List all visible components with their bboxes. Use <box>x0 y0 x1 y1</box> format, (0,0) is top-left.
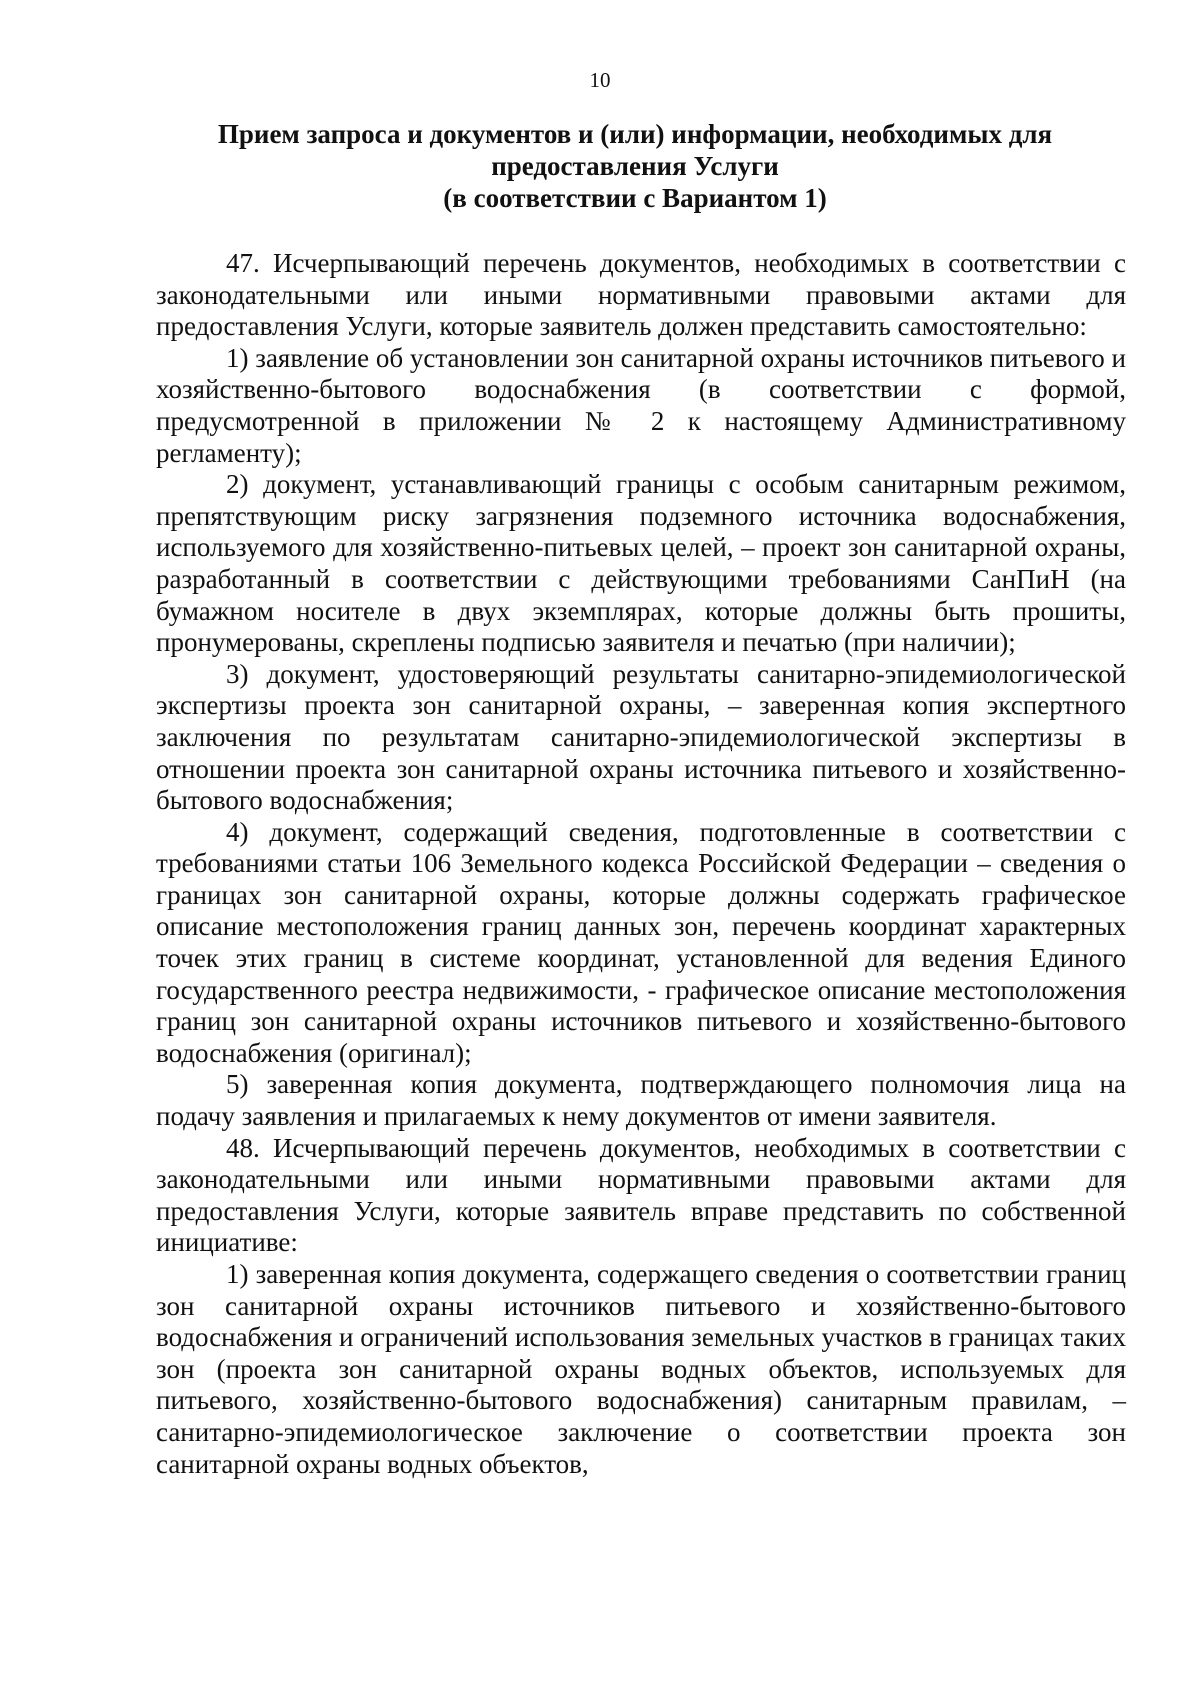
paragraph-47-item-1: 1) заявление об установлении зон санитарной охраны источников питьевого и хозяйственно-бытового водоснабжения (в соответствии с формой, предусмотренной в приложении № 2 к настоящему Административному регламенту); <box>156 342 1126 468</box>
paragraph-47-item-4: 4) документ, содержащий сведения, подготовленные в соответствии с требованиями статьи 106 Земельного кодекса Российской Федерации – сведения о границах зон санитарной охраны, которые должны содержать графическое описание местоположения границ данных зон, перечень координат характерных точек этих границ в системе координат, установленной для ведения Единого государственного реестра недвижимости, - графическое описание местоположения границ зон санитарной охраны источников питьевого и хозяйственно-бытового водоснабжения (оригинал); <box>156 816 1126 1068</box>
document-body <box>156 248 1126 1480</box>
paragraph-47: 47. Исчерпывающий перечень документов, необходимых в соответствии с законодательными или иными нормативными правовыми актами для предоставления Услуги, которые заявитель должен представить самостоятельно: <box>156 248 1126 342</box>
section-heading <box>150 118 1120 214</box>
paragraph-48-item-1: 1) заверенная копия документа, содержащего сведения о соответствии границ зон санитарной охраны источников питьевого и хозяйственно-бытового водоснабжения и ограничений использования земельных участков в границах таких зон (проекта зон санитарной охраны водных объектов, используемых для питьевого, хозяйственно-бытового водоснабжения) санитарным правилам, – санитарно-эпидемиологическое заключение о соответствии проекта зон санитарной охраны водных объектов, <box>156 1259 1126 1479</box>
heading-line-3: (в соответствии с Вариантом 1) <box>443 183 827 213</box>
page-number: 10 <box>589 68 611 92</box>
paragraph-47-item-3: 3) документ, удостоверяющий результаты санитарно-эпидемиологической экспертизы проекта зон санитарной охраны, – заверенная копия экспертного заключения по результатам санитарно-эпидемиологической экспертизы в отношении проекта зон санитарной охраны источника питьевого и хозяйственно-бытового водоснабжения; <box>156 658 1126 816</box>
paragraph-48: 48. Исчерпывающий перечень документов, необходимых в соответствии с законодательными или иными нормативными правовыми актами для предоставления Услуги, которые заявитель вправе представить по собственной инициативе: <box>156 1132 1126 1258</box>
heading-line-2: предоставления Услуги <box>491 151 779 181</box>
paragraph-47-item-5: 5) заверенная копия документа, подтверждающего полномочия лица на подачу заявления и прилагаемых к нему документов от имени заявителя. <box>156 1069 1126 1132</box>
heading-line-1: Прием запроса и документов и (или) информации, необходимых для <box>217 119 1053 149</box>
paragraph-47-item-2: 2) документ, устанавливающий границы с особым санитарным режимом, препятствующим риску загрязнения подземного источника водоснабжения, используемого для хозяйственно-питьевых целей, – проект зон санитарной охраны, разработанный в соответствии с действующими требованиями СанПиН (на бумажном носителе в двух экземплярах, которые должны быть прошиты, пронумерованы, скреплены подписью заявителя и печатью (при наличии); <box>156 469 1126 658</box>
